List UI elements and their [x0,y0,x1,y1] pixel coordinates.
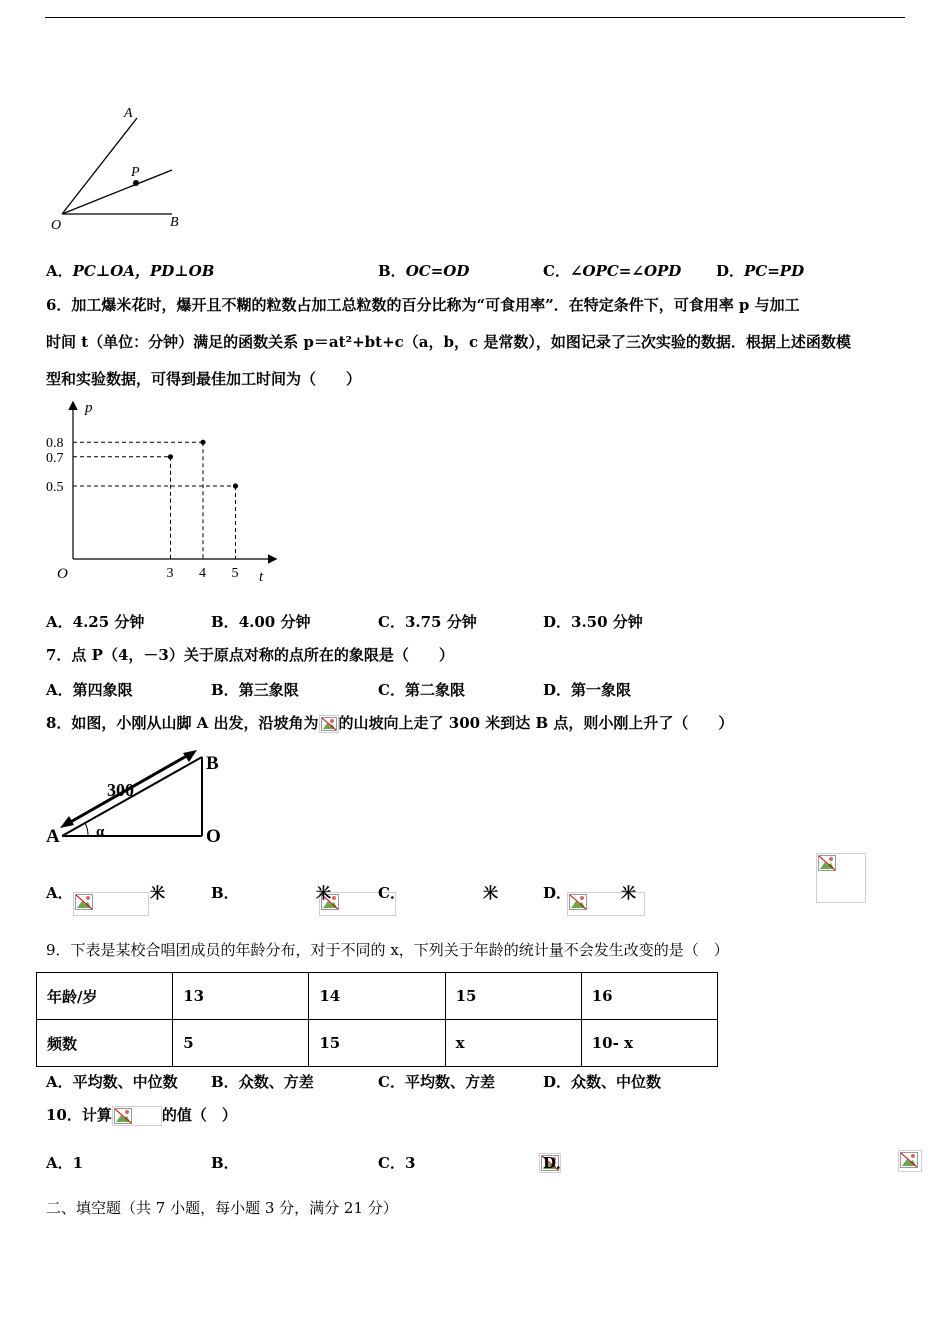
table-cell: 10- x [581,1020,717,1067]
label-o: O [206,826,221,847]
q5-option-d: D．PC=PD [716,262,805,280]
q10-option-a: A．1 [46,1154,84,1172]
length-label: 300 [107,780,134,800]
q6-option-c: C．3.75 分钟 [378,613,477,631]
q8-option-b: B． [211,884,239,902]
q8-unit-c: 米 [483,884,499,902]
table-cell: 14 [309,973,445,1020]
data-point [168,454,173,459]
q6-stem-line-1: 6．加工爆米花时，爆开且不糊的粒数占加工总粒数的百分比称为“可食用率”．在特定条件下，可食用率 p 与加工 [46,296,800,314]
q10-stem: 10．计算 的值（ ） [46,1106,237,1124]
q6-option-d: D．3.50 分钟 [543,613,643,631]
label-p: P [131,165,140,180]
q5-option-a: A．PC⊥OA，PD⊥OB [46,262,215,280]
broken-image-icon [112,1106,162,1126]
x-axis-label: t [259,569,264,585]
q10-option-d: D． [543,1154,572,1172]
x-tick-label: 3 [166,566,174,581]
q5-option-c: C．∠OPC=∠OPD [543,262,682,280]
table-cell: 15 [445,973,581,1020]
label-a: A [124,106,133,121]
broken-image-icon [319,715,339,733]
q9-stem: 9．下表是某校合唱团成员的年龄分布，对于不同的 x，下列关于年龄的统计量不会发生改变的是（ ） [46,941,729,959]
slope-figure [40,745,240,850]
data-point [200,440,205,445]
q6-option-a: A．4.25 分钟 [46,613,145,631]
age-distribution-table [36,972,718,1067]
q7-option-b: B．第三象限 [211,681,299,699]
label-a: A [46,826,60,847]
q8-stem: 8．如图，小刚从山脚 A 出发，沿坡角为 的山坡向上走了 300 米到达 B 点，则小刚上升了（ ） [46,714,734,732]
q10-option-b: B． [211,1154,239,1172]
q9-option-a: A．平均数、中位数 [46,1073,178,1091]
x-tick-label: 4 [199,566,206,581]
q6-stem-line-3: 型和实验数据，可得到最佳加工时间为（ ） [46,370,362,388]
broken-image-icon [73,892,149,916]
q8-option-a: A． [46,884,73,902]
y-tick-label: 0.8 [46,436,64,452]
table-cell: 13 [173,973,309,1020]
q6-option-b: B．4.00 分钟 [211,613,311,631]
table-cell: x [445,1020,581,1067]
table-row [37,1020,718,1067]
y-tick-label: 0.5 [46,480,64,495]
label-o: O [51,218,62,233]
angle-bisector-figure [44,100,194,235]
y-tick-label: 0.7 [46,450,64,466]
q7-option-a: A．第四象限 [46,681,133,699]
table-cell: 16 [581,973,717,1020]
data-point [233,483,238,488]
table-cell: 15 [309,1020,445,1067]
origin-label: O [57,566,68,582]
angle-label: α [96,824,105,840]
q8-unit-d: 米 [621,884,637,902]
top-rule [45,17,905,18]
experiment-chart [40,395,290,590]
broken-image-icon [898,1150,922,1172]
q8-option-c: C． [378,884,405,902]
q9-option-b: B．众数、方差 [211,1073,314,1091]
y-axis-label: p [85,400,93,416]
q7-option-d: D．第一象限 [543,681,632,699]
q6-stem-line-2: 时间 t（单位：分钟）满足的函数关系 p＝at²+bt+c（a，b，c 是常数），如图记录了三次实验的数据．根据上述函数模 [46,333,851,351]
q10-option-c: C．3 [378,1154,416,1172]
label-b: B [170,215,179,230]
broken-image-icon [816,853,866,903]
q8-unit-a: 米 [150,884,166,902]
q8-unit-b: 米 [316,884,332,902]
q9-option-c: C．平均数、方差 [378,1073,495,1091]
label-b: B [206,753,219,774]
x-tick-label: 5 [231,566,239,581]
q7-option-c: C．第二象限 [378,681,465,699]
table-cell: 年龄/岁 [37,973,173,1020]
q9-option-d: D．众数、中位数 [543,1073,662,1091]
point-p [133,180,139,186]
table-cell: 5 [173,1020,309,1067]
section-2-heading: 二、填空题（共 7 小题，每小题 3 分，满分 21 分） [46,1199,398,1217]
q5-option-b: B．OC=OD [378,262,470,280]
q7-stem: 7．点 P（4，－3）关于原点对称的点所在的象限是（ ） [46,646,454,664]
table-cell: 频数 [37,1020,173,1067]
q8-option-d: D． [543,884,572,902]
table-row [37,973,718,1020]
